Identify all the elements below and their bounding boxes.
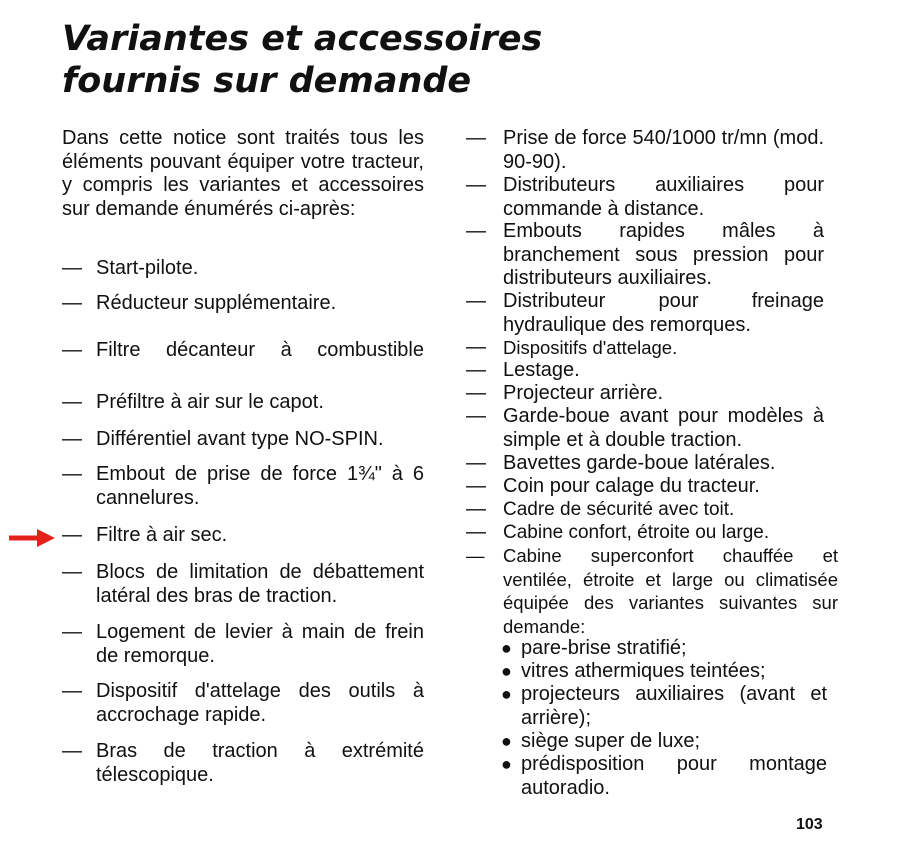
list-item-text: Embout de prise de force 1¾" à 6 cannelures.	[96, 463, 424, 509]
list-item	[466, 127, 824, 174]
list-item-text: Dispositifs d'attelage.	[503, 337, 678, 358]
dash-marker: —	[466, 452, 486, 474]
bullet-item-text: vitres athermiques teintées;	[521, 660, 766, 682]
list-item	[466, 220, 824, 291]
dash-marker: —	[62, 391, 82, 413]
dash-marker: —	[466, 382, 486, 404]
list-item	[466, 382, 824, 406]
dash-marker: —	[466, 336, 486, 358]
dash-marker: —	[62, 680, 82, 702]
bullet-item-text: pare-brise stratifié;	[521, 637, 687, 659]
dash-marker: —	[62, 621, 82, 643]
bullet-item	[501, 730, 827, 754]
list-item-text: Cabine superconfort chauffée et ventilée, étroite et large ou climatisée équipée des variantes suivantes sur demande:	[503, 545, 838, 637]
list-item-text: Filtre décanteur à combustible	[96, 339, 424, 361]
bullet-item-text: prédisposition pour montage autoradio.	[521, 753, 827, 799]
bullet-dot: ●	[501, 684, 512, 704]
dash-marker: —	[466, 405, 486, 427]
bullet-item	[501, 753, 827, 800]
dash-marker: —	[466, 545, 485, 566]
bullet-dot: ●	[501, 754, 512, 774]
dash-marker: —	[62, 561, 82, 583]
page-number: 103	[796, 816, 823, 833]
title-line-2: fournis sur demande	[62, 61, 472, 101]
dash-marker: —	[466, 521, 486, 543]
list-item	[62, 339, 424, 363]
list-item-text: Filtre à air sec.	[96, 524, 228, 546]
list-item-text: Préfiltre à air sur le capot.	[96, 391, 324, 413]
list-item	[466, 290, 824, 337]
list-item-text: Blocs de limitation de débattement latéral des bras de traction.	[96, 561, 424, 607]
list-item-text: Différentiel avant type NO-SPIN.	[96, 428, 384, 450]
bullet-item-text: projecteurs auxiliaires (avant et arrière);	[521, 683, 827, 729]
list-item	[62, 463, 424, 510]
list-item	[62, 391, 424, 415]
list-item-text: Cabine confort, étroite ou large.	[503, 522, 770, 543]
dash-marker: —	[62, 524, 82, 546]
bullet-item	[501, 683, 827, 730]
list-item-text: Distributeurs auxiliaires pour commande à distance.	[503, 174, 824, 220]
list-item	[62, 292, 424, 316]
list-item-text: Projecteur arrière.	[503, 382, 664, 404]
list-item	[62, 621, 424, 668]
bullet-dot: ●	[501, 661, 512, 681]
bullet-item-text: siège super de luxe;	[521, 730, 701, 752]
list-item-text: Coin pour calage du tracteur.	[503, 475, 760, 497]
list-item-text: Dispositif d'attelage des outils à accrochage rapide.	[96, 680, 424, 726]
list-item	[466, 498, 824, 522]
dash-marker: —	[466, 290, 486, 312]
list-item-text: Distributeur pour freinage hydraulique des remorques.	[503, 290, 824, 336]
bullet-item	[501, 637, 827, 661]
list-item	[466, 405, 824, 452]
list-item-text: Bavettes garde-boue latérales.	[503, 452, 776, 474]
bullet-dot: ●	[501, 638, 512, 658]
list-item	[62, 257, 424, 281]
dash-marker: —	[466, 174, 486, 196]
list-item-text: Cadre de sécurité avec toit.	[503, 499, 735, 520]
title-line-1: Variantes et accessoires	[62, 19, 543, 59]
arrow-head	[37, 529, 55, 547]
list-item-text: Réducteur supplémentaire.	[96, 292, 337, 314]
dash-marker: —	[466, 359, 486, 381]
red-arrow-icon	[9, 529, 55, 547]
list-item-text: Bras de traction à extrémité télescopique.	[96, 740, 424, 786]
list-item-text: Logement de levier à main de frein de remorque.	[96, 621, 424, 667]
dash-marker: —	[62, 428, 82, 450]
list-item	[466, 521, 824, 545]
list-item	[62, 561, 424, 608]
list-item	[62, 524, 424, 548]
dash-marker: —	[466, 127, 486, 149]
list-item	[466, 174, 824, 221]
list-item	[62, 680, 424, 727]
list-item-text: Garde-boue avant pour modèles à simple et à double traction.	[503, 405, 824, 451]
intro-paragraph: Dans cette notice sont traités tous les éléments pouvant équiper votre tracteur, y compris les variantes et accessoires sur demande énumérés ci-après:	[62, 127, 424, 220]
list-item	[466, 359, 824, 383]
list-item	[466, 336, 824, 360]
dash-marker: —	[62, 463, 82, 485]
list-item	[466, 544, 838, 638]
list-item-text: Start-pilote.	[96, 257, 199, 279]
list-item	[62, 428, 424, 452]
dash-marker: —	[466, 220, 486, 242]
dash-marker: —	[466, 475, 486, 497]
dash-marker: —	[62, 339, 82, 361]
bullet-item	[501, 660, 827, 684]
list-item-text: Embouts rapides mâles à branchement sous pression pour distributeurs auxiliaires.	[503, 220, 824, 289]
list-item-text: Lestage.	[503, 359, 580, 381]
list-item	[466, 475, 824, 499]
dash-marker: —	[466, 498, 486, 520]
bullet-dot: ●	[501, 731, 512, 751]
dash-marker: —	[62, 257, 82, 279]
dash-marker: —	[62, 292, 82, 314]
dash-marker: —	[62, 740, 82, 762]
list-item-text: Prise de force 540/1000 tr/mn (mod. 90-90).	[503, 127, 824, 173]
list-item	[62, 740, 424, 787]
page-title	[62, 18, 542, 102]
arrow-shaft	[9, 536, 39, 541]
list-item	[466, 452, 824, 476]
